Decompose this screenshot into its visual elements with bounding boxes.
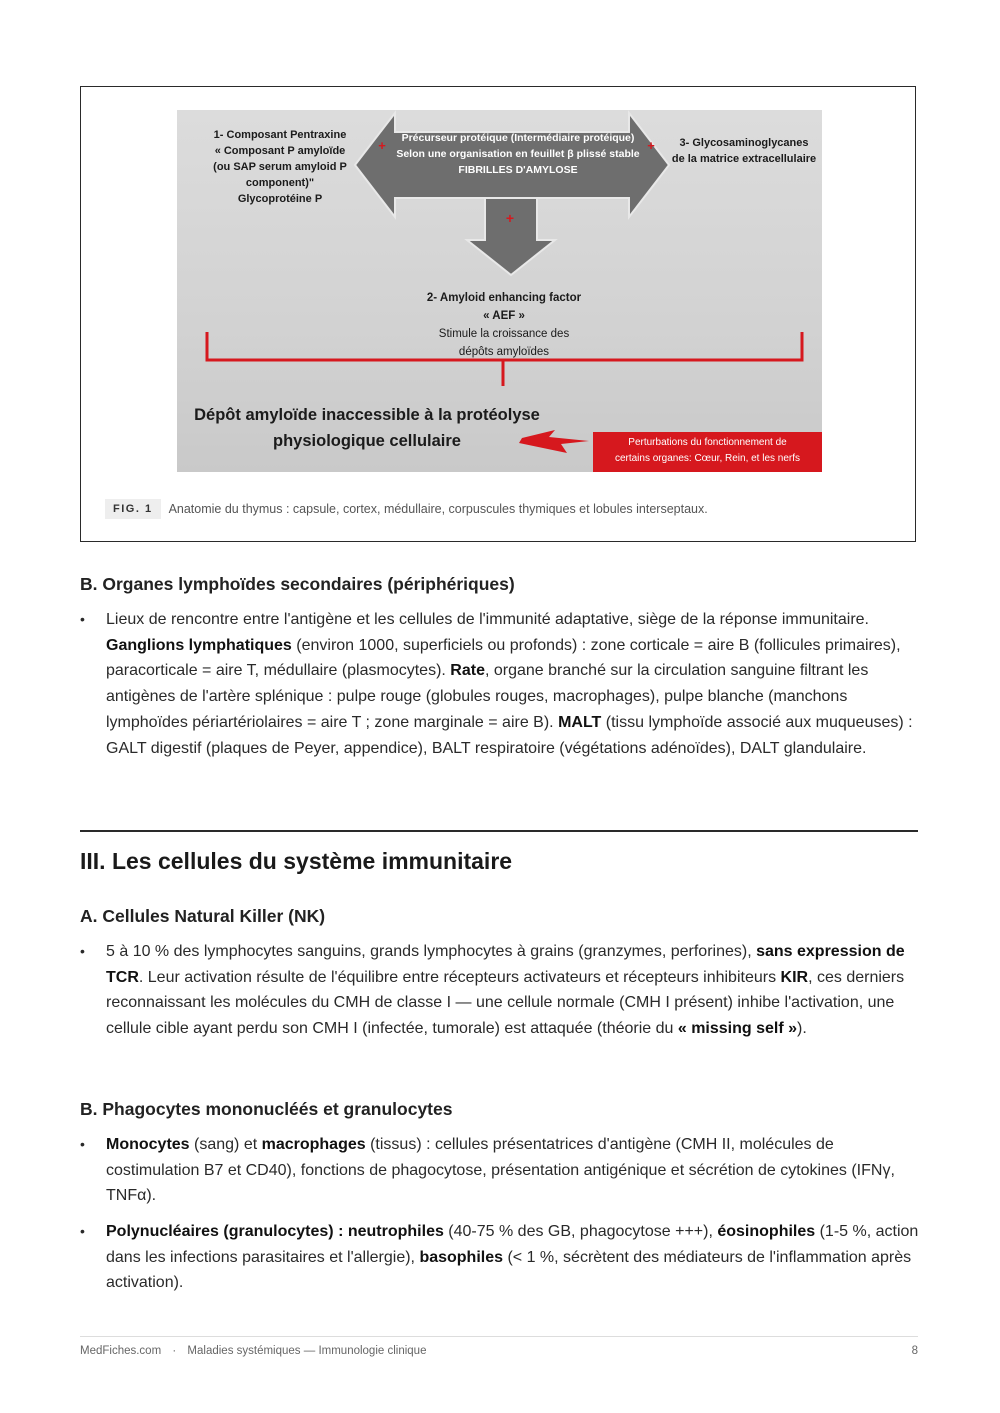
bold-term: éosinophiles	[717, 1223, 816, 1240]
bold-term: Ganglions lymphatiques	[106, 636, 292, 654]
bold-term: « missing self »	[677, 1020, 798, 1038]
list-item	[80, 607, 920, 761]
figure	[80, 86, 916, 542]
bullet-icon: •	[80, 611, 85, 627]
text-run: 5 à 10 % des lymphocytes sanguins, grands lymphocytes à grains (granzymes, perforines),	[106, 943, 757, 960]
footer	[80, 1345, 426, 1357]
text-run: (tissus) : cellules présentatrices d'antigène (CMH II, molécules de costimulation B7 et CD40), fonctions de phagocytose, présentation antigénique et sécrétion de cytokines (IFNγ, TNFα).	[106, 1136, 895, 1205]
section-divider	[80, 830, 918, 832]
text-run: , ces derniers reconnaissant les molécules du CMH de classe I — une cellule normale (CMH I présent) inhibe l'activation, une cellule cible ayant perdu son CMH I (infectée, tumorale) est attaquée (théorie du	[106, 968, 905, 1038]
bullet-icon: •	[80, 1136, 85, 1152]
bold-term: KIR	[780, 968, 809, 986]
section-b2-heading: B. Phagocytes mononucléés et granulocytes	[80, 1099, 453, 1119]
perturbation-text: Perturbations du fonctionnement de certains organes: Cœur, Rein, et les nerfs	[614, 437, 801, 464]
plus-center: +	[505, 210, 515, 226]
section-a-heading: A. Cellules Natural Killer (NK)	[80, 906, 326, 926]
list-item	[80, 1219, 920, 1296]
plus-right: +	[647, 138, 655, 153]
list-item	[80, 939, 920, 1042]
bullet-icon: •	[80, 1223, 85, 1239]
paragraph	[106, 939, 920, 1042]
text-run: ).	[797, 1020, 807, 1038]
figure-tag: FIG. 1	[105, 499, 161, 519]
box3-text: 3- Glycosaminoglycanes de la matrice extracellulaire	[671, 137, 817, 165]
box1-text: 1- Composant Pentraxine « Composant P amyloïde (ou SAP serum amyloid P component)" Glycoprotéine P	[213, 129, 347, 205]
text-run: , organe branché sur la circulation sanguine filtrant les antigènes de l'artère splénique : pulpe rouge (globules rouges, macrophages), pulpe blanche (manchons lymphoïdes périartériolaires = aire T ; zone marginale = aire B).	[106, 662, 869, 731]
bullet-icon: •	[80, 943, 85, 959]
page-number: 8	[911, 1345, 918, 1357]
text-run: (40-75 % des GB, phagocytose +++),	[443, 1223, 718, 1240]
text-run: (sang) et	[189, 1136, 262, 1153]
list-item	[80, 1132, 920, 1209]
paragraph	[106, 607, 920, 761]
figure-caption	[105, 499, 708, 519]
deposit-text: Dépôt amyloïde inaccessible à la protéolyse physiologique cellulaire	[194, 406, 540, 450]
bold-term: basophiles	[419, 1248, 504, 1266]
footer-divider	[80, 1336, 918, 1337]
footer-separator: ·	[172, 1345, 177, 1357]
bold-term: sans expression de TCR	[106, 943, 905, 986]
text-run: (tissu lymphoïde associé aux muqueuses) : GALT digestif (plaques de Peyer, appendice), BALT respiratoire (végétations adénoïdes), DALT glandulaire.	[106, 713, 913, 757]
bold-term: MALT	[558, 713, 602, 731]
aef-title: 2- Amyloid enhancing factor « AEF »	[426, 292, 582, 322]
paragraph	[106, 1219, 920, 1296]
caption-text: Anatomie du thymus : capsule, cortex, médullaire, corpuscules thymiques et lobules interseptaux.	[168, 502, 708, 516]
paragraph	[106, 1132, 920, 1209]
footer-site: MedFiches.com	[80, 1345, 162, 1357]
bold-term: Rate	[450, 662, 485, 680]
section-b-heading: B. Organes lymphoïdes secondaires (périphériques)	[80, 574, 515, 594]
plus-left: +	[378, 138, 386, 153]
bold-term: Polynucléaires (granulocytes) : neutrophiles	[106, 1223, 444, 1240]
text-run: (environ 1000, superficiels ou profonds) : zone corticale = aire B (follicules primaires), paracorticale = aire T, médullaire (plasmocytes).	[106, 636, 901, 680]
aef-desc: Stimule la croissance des dépôts amyloïdes	[438, 328, 570, 358]
bold-term: Monocytes	[106, 1136, 190, 1153]
footer-subject: Maladies systémiques — Immunologie clinique	[187, 1345, 427, 1357]
bold-term: macrophages	[261, 1136, 366, 1153]
center-text: Précurseur protéique (Intermédiaire protéique) Selon une organisation en feuillet β plissé stable FIBRILLES D'AMYLOSE	[396, 132, 640, 176]
text-run: . Leur activation résulte de l'équilibre entre récepteurs activateurs et récepteurs inhibiteurs	[138, 968, 781, 986]
text-run: (< 1 %, sécrètent des médiateurs de l'inflammation après activation).	[106, 1248, 912, 1292]
amyloid-diagram	[177, 110, 822, 472]
text-run: (1-5 %, action dans les infections parasitaires et l'allergie),	[106, 1223, 919, 1266]
section-iii-heading: III. Les cellules du système immunitaire	[80, 848, 513, 874]
text-run: Lieux de rencontre entre l'antigène et les cellules de l'immunité adaptative, siège de la réponse immunitaire.	[106, 611, 869, 628]
